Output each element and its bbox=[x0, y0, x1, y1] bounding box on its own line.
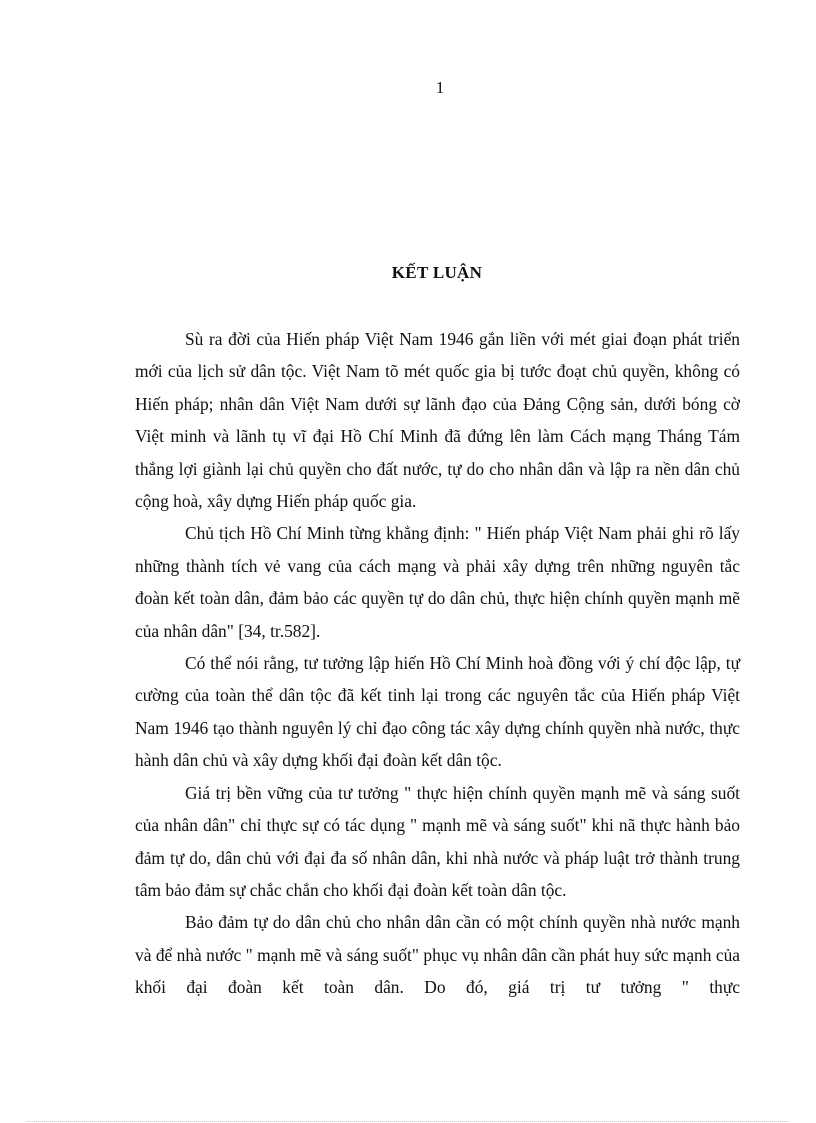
paragraph: Sù ra đời của Hiến pháp Việt Nam 1946 gắn liền với mét giai đoạn phát triển mới của lịch sử dân tộc. Việt Nam tõ mét quốc gia bị tước đoạt chủ quyền, không có Hiến pháp; nhân dân Việt Nam dưới sự lãnh đạo của Đảng Cộng sản, dưới bóng cờ Việt minh và lãnh tụ vĩ đại Hồ Chí Minh đã đứng lên làm Cách mạng Tháng Tám thắng lợi giành lại chủ quyền cho đất nước, tự do cho nhân dân và lập ra nền dân chủ cộng hoà, xây dựng Hiến pháp quốc gia. bbox=[135, 329, 740, 512]
document-body bbox=[135, 323, 740, 1004]
page-bottom-divider bbox=[27, 1121, 789, 1122]
paragraph: Có thể nói rằng, tư tưởng lập hiến Hồ Chí Minh hoà đồng với ý chí độc lập, tự cường của toàn thể dân tộc đã kết tinh lại trong các nguyên tắc của Hiến pháp Việt Nam 1946 tạo thành nguyên lý chỉ đạo công tác xây dựng chính quyền nhà nước, thực hành dân chủ và xây dựng khối đại đoàn kết dân tộc. bbox=[135, 653, 740, 771]
paragraph: Bảo đảm tự do dân chủ cho nhân dân cần có một chính quyền nhà nước mạnh và để nhà nước " mạnh mẽ và sáng suốt" phục vụ nhân dân cần phát huy sức mạnh của khối đại đoàn kết toàn dân. Do đó, giá trị tư tưởng " thực bbox=[135, 912, 740, 998]
page-number: 1 bbox=[435, 78, 445, 97]
paragraph: Chủ tịch Hồ Chí Minh từng khẳng định: " Hiến pháp Việt Nam phải ghi rõ lấy những thành tích vẻ vang của cách mạng và phải xây dựng trên những nguyên tắc đoàn kết toàn dân, đảm bảo các quyền tự do dân chủ, thực hiện chính quyền mạnh mẽ của nhân dân" [34, tr.582]. bbox=[135, 523, 740, 641]
chapter-title: KẾT LUẬN bbox=[391, 263, 483, 282]
paragraph: Giá trị bền vững của tư tưởng " thực hiện chính quyền mạnh mẽ và sáng suốt của nhân dân" chỉ thực sự có tác dụng " mạnh mẽ và sáng suốt" khi nã thực hành bảo đảm tự do, dân chủ với đại đa số nhân dân, khi nhà nước và pháp luật trở thành trung tâm bảo đảm sự chắc chắn cho khối đại đoàn kết toàn dân tộc. bbox=[135, 782, 740, 900]
